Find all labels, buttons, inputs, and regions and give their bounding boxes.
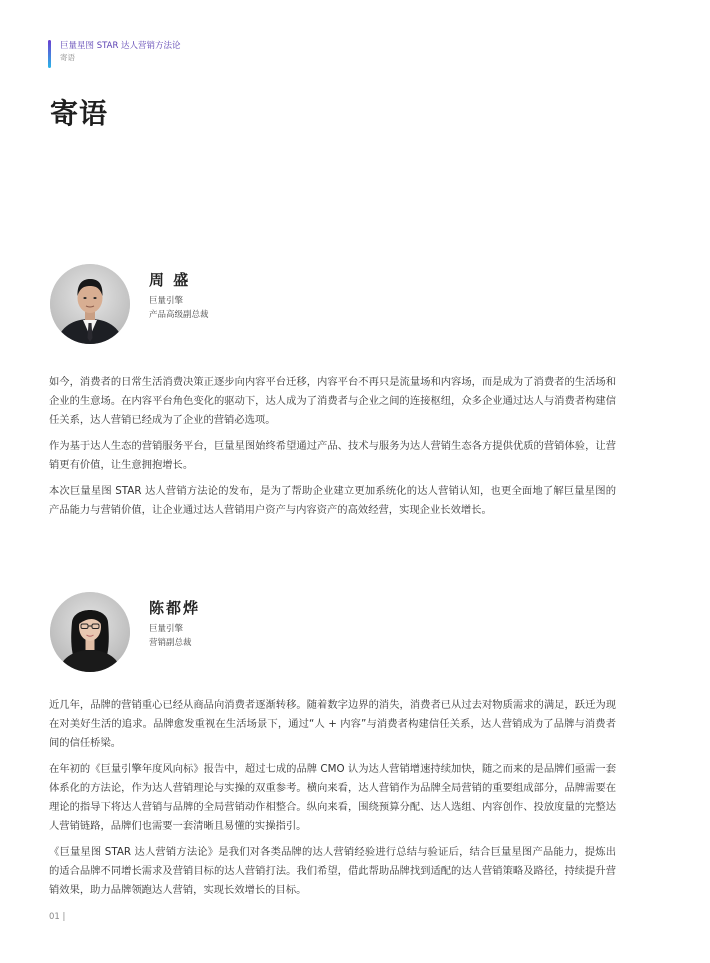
paragraph: 近几年，品牌的营销重心已经从商品向消费者逐渐转移。随着数字边界的消失，消费者已从过去对物质需求的满足，跃迁为现在对美好生活的追求。品牌愈发重视在生活场景下，通过“人 + 内容”与消费者构建信任关系，达人营销成为了品牌与消费者间的信任桥梁。	[49, 699, 616, 749]
paragraph: 作为基于达人生态的营销服务平台，巨量星图始终希望通过产品、技术与服务为达人营销生态各方提供优质的营销体验，让营销更有价值，让生意拥抱增长。	[49, 440, 616, 471]
portrait-photo	[50, 264, 130, 344]
paragraph: 在年初的《巨量引擎年度风向标》报告中，超过七成的品牌 CMO 认为达人营销增速持续加快，随之而来的是品牌们亟需一套体系化的方法论，作为达人营销理论与实操的双重参考。横向来看，达人营销作为品牌全局营销的重要组成部分，品牌需要在理论的指导下将达人营销与品牌的全局营销动作相整合。纵向来看，围绕预算分配、达人选组、内容创作、投放度量的完整达人营销链路，品牌们也需要一套清晰且易懂的实操指引。	[49, 763, 616, 832]
paragraph: 《巨量星图 STAR 达人营销方法论》是我们对各类品牌的达人营销经验进行总结与验证后，结合巨量星图产品能力，提炼出的适合品牌不同增长需求及营销目标的达人营销打法。我们希望，借此帮助品牌找到适配的达人营销策略及路径，持续提升营销效果，助力品牌领跑达人营销，实现长效增长的目标。	[49, 846, 616, 896]
avatar	[50, 264, 130, 344]
person-company: 巨量引擎	[149, 624, 184, 634]
avatar	[50, 592, 130, 672]
person-role: 产品高级副总裁	[149, 310, 209, 320]
page-number: 01 |	[49, 912, 66, 922]
portrait-photo	[50, 592, 130, 672]
message-body	[49, 696, 616, 907]
running-header	[48, 40, 181, 68]
person-name: 周 盛	[149, 271, 191, 289]
person-name: 陈都烨	[149, 599, 201, 617]
header-accent-bar	[48, 40, 51, 68]
person-role: 营销副总裁	[149, 638, 192, 648]
page-title: 寄语	[50, 97, 109, 130]
message-body	[49, 373, 616, 527]
header-subtitle: 寄语	[60, 53, 75, 62]
header-title: 巨量星图 STAR 达人营销方法论	[60, 41, 181, 51]
person-company: 巨量引擎	[149, 296, 184, 306]
paragraph: 如今，消费者的日常生活消费决策正逐步向内容平台迁移，内容平台不再只是流量场和内容场，而是成为了消费者的生活场和企业的生意场。在内容平台角色变化的驱动下，达人成为了消费者与企业之间的连接枢纽，众多企业通过达人与消费者构建信任关系，达人营销已经成为了企业的营销必选项。	[49, 376, 616, 426]
paragraph: 本次巨量星图 STAR 达人营销方法论的发布，是为了帮助企业建立更加系统化的达人营销认知，也更全面地了解巨量星图的产品能力与营销价值，让企业通过达人营销用户资产与内容资产的高效经营，实现企业长效增长。	[49, 485, 616, 516]
